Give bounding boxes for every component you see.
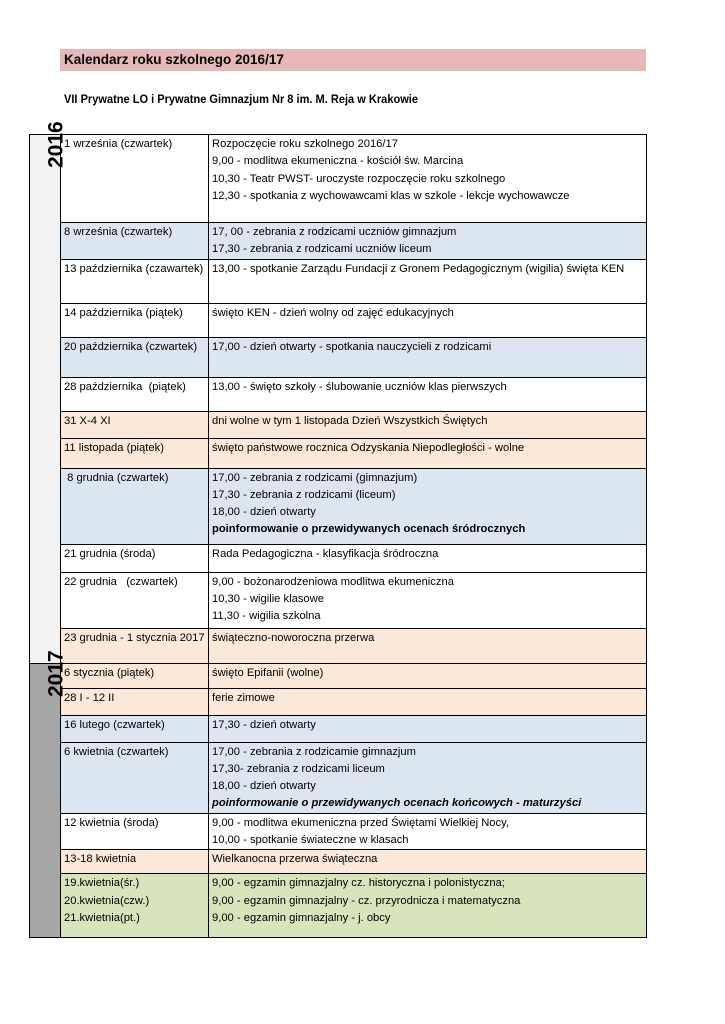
event-date: 23 grudnia - 1 stycznia 2017 <box>61 628 209 663</box>
event-line: 9,00 - egzamin gimnazjalny - cz. przyrodnicza i matematyczna <box>212 894 521 907</box>
event-line: święto KEN - dzień wolny od zajęć edukacyjnych <box>212 306 454 319</box>
event-date: 14 października (piątek) <box>61 303 209 337</box>
table-row <box>30 377 647 411</box>
event-date: 13-18 kwietnia <box>61 850 209 874</box>
event-line: 9,00 - egzamin gimnazjalny cz. historyczna i polonistyczna; <box>212 877 505 890</box>
event-description <box>209 742 647 813</box>
event-line: Rada Pedagogiczna - klasyfikacja śródroczna <box>212 547 439 560</box>
event-date: 12 kwietnia (środa) <box>61 813 209 850</box>
event-description <box>209 850 647 874</box>
event-line: 10,00 - spotkanie świateczne w klasach <box>212 834 409 847</box>
table-row <box>30 688 647 715</box>
event-date: 1 września (czwartek) <box>61 135 209 223</box>
table-row <box>30 438 647 468</box>
table-row <box>30 628 647 663</box>
event-line: 17,00 - zebrania z rodzicamie gimnazjum <box>212 745 416 758</box>
event-description <box>209 377 647 411</box>
event-line: poinformowanie o przewidywanych ocenach końcowych - maturzyści <box>212 797 582 810</box>
table-row <box>30 742 647 813</box>
year-label: 2016 <box>44 121 68 169</box>
event-line: ferie zimowe <box>212 691 275 704</box>
event-date: 6 kwietnia (czwartek) <box>61 742 209 813</box>
event-line: 17,30 - zebrania z rodzicami uczniów liceum <box>212 243 432 256</box>
table-row <box>30 411 647 438</box>
event-line: święto Epifanii (wolne) <box>212 666 324 679</box>
event-description <box>209 663 647 688</box>
event-description <box>209 468 647 544</box>
event-description <box>209 223 647 260</box>
event-line: 12,30 - spotkania z wychowawcami klas w szkole - lekcje wychowawcze <box>212 189 570 202</box>
event-line: 9,00 - bożonarodzeniowa modlitwa ekumeniczna <box>212 575 454 588</box>
event-line: 10,30 - Teatr PWST- uroczyste rozpoczęcie roku szkolnego <box>212 172 506 185</box>
event-line: świąteczno-noworoczna przerwa <box>212 631 375 644</box>
event-date: 6 stycznia (piątek) <box>61 663 209 688</box>
table-row <box>30 223 647 260</box>
table-row <box>30 572 647 628</box>
event-line: 18,00 - dzień otwarty <box>212 506 316 519</box>
event-description <box>209 688 647 715</box>
event-line: 17,30- zebrania z rodzicami liceum <box>212 762 385 775</box>
event-line: święto państwowe rocznica Odzyskania Niepodległości - wolne <box>212 441 525 454</box>
table-row <box>30 715 647 742</box>
event-line: poinformowanie o przewidywanych ocenach śródrocznych <box>212 523 526 536</box>
event-date: 28 października (piątek) <box>61 377 209 411</box>
event-description <box>209 628 647 663</box>
table-row <box>30 468 647 544</box>
event-line: 18,00 - dzień otwarty <box>212 780 316 793</box>
event-line: 17, 00 - zebrania z rodzicami uczniów gimnazjum <box>212 226 457 238</box>
table-row <box>30 135 647 223</box>
event-line: 9,00 - modlitwa ekumeniczna przed Świętami Wielkiej Nocy, <box>212 816 509 829</box>
calendar-body <box>30 121 647 938</box>
event-description <box>209 259 647 303</box>
page-title: Kalendarz roku szkolnego 2016/17 <box>64 52 284 67</box>
event-description <box>209 411 647 438</box>
event-line: 9,00 - egzamin gimnazjalny - j. obcy <box>212 911 391 924</box>
table-row <box>30 544 647 572</box>
school-subtitle: VII Prywatne LO i Prywatne Gimnazjum Nr 8 im. M. Reja w Krakowie <box>64 92 418 106</box>
event-date: 11 listopada (piątek) <box>61 438 209 468</box>
event-date: 8 grudnia (czwartek) <box>61 468 209 544</box>
event-description <box>209 572 647 628</box>
event-line: 11,30 - wigilia szkolna <box>212 610 321 623</box>
event-line: 9,00 - modlitwa ekumeniczna - kościół św. Marcina <box>212 155 464 168</box>
event-line: Rozpoczęcie roku szkolnego 2016/17 <box>212 138 398 150</box>
event-description <box>209 544 647 572</box>
event-date: 19.kwietnia(śr.) 20.kwietnia(czw.) 21.kwietnia(pt.) <box>61 874 209 938</box>
event-line: Wielkanocna przerwa świąteczna <box>212 853 378 866</box>
event-line: 10,30 - wigilie klasowe <box>212 592 324 605</box>
year-label: 2017 <box>44 649 68 697</box>
table-row <box>30 813 647 850</box>
table-row <box>30 850 647 874</box>
event-date: 21 grudnia (środa) <box>61 544 209 572</box>
event-line: 17,00 - dzień otwarty - spotkania nauczycieli z rodzicami <box>212 340 492 353</box>
event-description <box>209 438 647 468</box>
event-date: 28 I - 12 II <box>61 688 209 715</box>
event-line: dni wolne w tym 1 listopada Dzień Wszystkich Świętych <box>212 414 488 427</box>
table-row <box>30 259 647 303</box>
event-line: 17,00 - zebrania z rodzicami (gimnazjum) <box>212 471 418 484</box>
event-date: 20 października (czwartek) <box>61 337 209 377</box>
table-row <box>30 337 647 377</box>
event-line: 17,30 - dzień otwarty <box>212 718 316 731</box>
title-bar <box>60 49 646 71</box>
year-band-2016 <box>30 121 68 664</box>
event-description <box>209 874 647 938</box>
event-date: 22 grudnia (czwartek) <box>61 572 209 628</box>
event-date: 8 września (czwartek) <box>61 223 209 260</box>
event-description <box>209 303 647 337</box>
table-row <box>30 874 647 938</box>
calendar-table <box>29 121 647 938</box>
event-description <box>209 715 647 742</box>
event-description <box>209 337 647 377</box>
event-date: 16 lutego (czwartek) <box>61 715 209 742</box>
event-description <box>209 135 647 223</box>
event-line: 13,00 - święto szkoły - ślubowanie uczniów klas pierwszych <box>212 380 507 393</box>
event-line: 13,00 - spotkanie Zarządu Fundacji z Gronem Pedagogicznym (wigilia) święta KEN <box>212 262 625 275</box>
year-band-2017 <box>30 649 68 938</box>
event-date: 13 października (czawartek) <box>61 259 209 303</box>
table-row <box>30 663 647 688</box>
table-row <box>30 303 647 337</box>
event-description <box>209 813 647 850</box>
event-line: 17,30 - zebrania z rodzicami (liceum) <box>212 488 396 501</box>
event-date: 31 X-4 XI <box>61 411 209 438</box>
